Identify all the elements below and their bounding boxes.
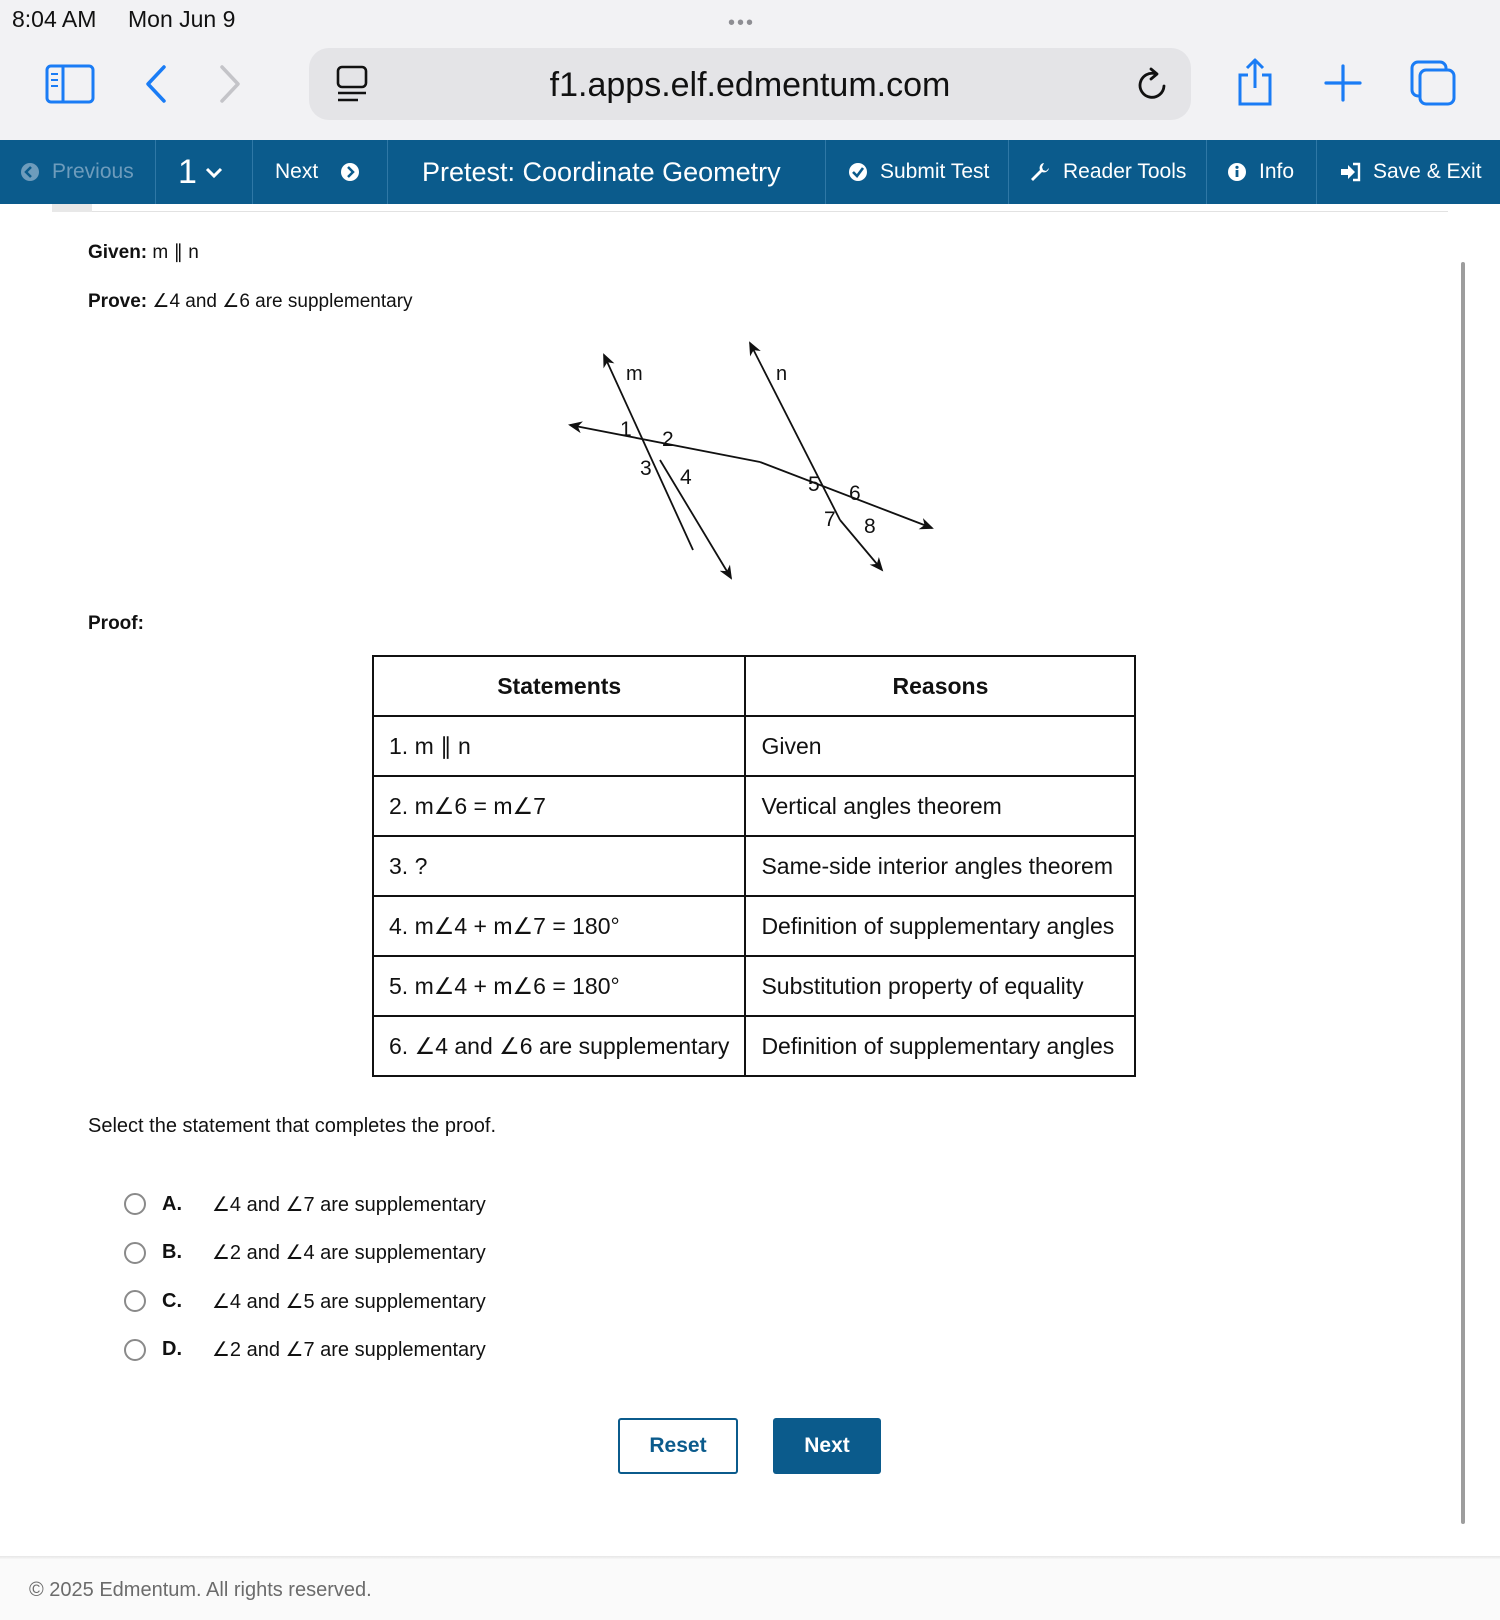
share-icon[interactable] <box>1234 56 1276 108</box>
prove-line <box>88 290 413 313</box>
statement-cell: 5. m∠4 + m∠6 = 180° <box>373 956 745 1016</box>
proof-line <box>88 613 144 635</box>
forward-icon[interactable] <box>212 62 248 106</box>
address-bar[interactable] <box>309 48 1191 120</box>
submit-test-label: Submit Test <box>880 160 990 183</box>
option-b[interactable] <box>124 1229 486 1278</box>
reader-tools-button[interactable] <box>1009 140 1207 204</box>
given-text: m ∥ n <box>152 242 199 263</box>
instruction-text: Select the statement that completes the proof. <box>88 1115 497 1137</box>
sidebar-icon[interactable] <box>44 62 96 106</box>
check-circle-icon <box>848 162 868 182</box>
url-text[interactable]: f1.apps.elf.edmentum.com <box>549 66 951 104</box>
parallel-lines-diagram <box>560 330 940 590</box>
option-letter: C. <box>162 1289 182 1312</box>
chevron-down-icon <box>205 165 223 179</box>
angle-label-7: 7 <box>824 508 836 531</box>
content-top-strip <box>52 204 1448 212</box>
line-m <box>604 355 693 550</box>
submit-test-button[interactable] <box>826 140 1009 204</box>
line-n-lower <box>840 520 882 570</box>
answer-options <box>124 1180 486 1374</box>
info-button[interactable] <box>1207 140 1317 204</box>
previous-label: Previous <box>52 160 134 183</box>
table-header-row <box>373 656 1135 716</box>
proof-label: Proof: <box>88 613 144 634</box>
status-time: 8:04 AM <box>12 6 97 32</box>
reasons-header: Reasons <box>745 656 1135 716</box>
radio-button[interactable] <box>124 1290 146 1312</box>
save-exit-button[interactable] <box>1317 140 1500 204</box>
copyright-text: © 2025 Edmentum. All rights reserved. <box>29 1579 372 1601</box>
option-letter: A. <box>162 1192 182 1215</box>
multitask-dots[interactable]: ••• <box>728 12 756 34</box>
new-tab-icon[interactable] <box>1322 62 1364 104</box>
option-c[interactable] <box>124 1277 486 1326</box>
reader-tools-label: Reader Tools <box>1063 160 1187 183</box>
question-number: 1 <box>178 152 197 191</box>
save-exit-label: Save & Exit <box>1373 160 1482 183</box>
previous-arrow-icon <box>20 162 40 182</box>
option-letter: D. <box>162 1338 182 1361</box>
radio-button[interactable] <box>124 1193 146 1215</box>
prove-label: Prove: <box>88 291 148 312</box>
given-line <box>88 241 199 264</box>
angle-label-1: 1 <box>620 418 632 441</box>
reason-cell: Definition of supplementary angles <box>745 896 1135 956</box>
transversal-right <box>760 462 932 528</box>
reason-cell: Same-side interior angles theorem <box>745 836 1135 896</box>
nav-next-button[interactable] <box>253 140 388 204</box>
test-title: Pretest: Coordinate Geometry <box>388 140 826 204</box>
option-text: ∠4 and ∠5 are supplementary <box>212 1290 486 1313</box>
option-text: ∠4 and ∠7 are supplementary <box>212 1193 486 1216</box>
statement-cell: 1. m ∥ n <box>373 716 745 776</box>
statement-cell: 3. ? <box>373 836 745 896</box>
option-a[interactable] <box>124 1180 486 1229</box>
info-label: Info <box>1259 160 1295 183</box>
statements-header: Statements <box>373 656 745 716</box>
option-text: ∠2 and ∠7 are supplementary <box>212 1339 486 1362</box>
line-m-lower <box>660 460 731 578</box>
radio-button[interactable] <box>124 1339 146 1361</box>
wrench-icon <box>1029 161 1051 183</box>
table-row <box>373 716 1135 776</box>
angle-label-4: 4 <box>680 466 692 489</box>
nav-next-label: Next <box>275 160 319 183</box>
statement-cell: 6. ∠4 and ∠6 are supplementary <box>373 1016 745 1076</box>
footer <box>0 1559 1500 1620</box>
info-icon <box>1227 162 1247 182</box>
line-n <box>750 343 840 520</box>
status-date: Mon Jun 9 <box>128 6 236 32</box>
content-scrollbar[interactable] <box>1461 262 1465 1524</box>
table-row <box>373 776 1135 836</box>
angle-label-5: 5 <box>808 473 820 496</box>
test-nav-bar <box>0 140 1500 204</box>
given-label: Given: <box>88 242 148 263</box>
back-icon[interactable] <box>138 62 174 106</box>
statement-cell: 4. m∠4 + m∠7 = 180° <box>373 896 745 956</box>
radio-button[interactable] <box>124 1242 146 1264</box>
reason-cell: Given <box>745 716 1135 776</box>
option-text: ∠2 and ∠4 are supplementary <box>212 1242 486 1265</box>
label-n: n <box>776 363 788 385</box>
angle-label-8: 8 <box>864 515 876 538</box>
angle-label-6: 6 <box>849 482 861 505</box>
table-row <box>373 1016 1135 1076</box>
reason-cell: Definition of supplementary angles <box>745 1016 1135 1076</box>
prove-text: ∠4 and ∠6 are supplementary <box>152 291 413 312</box>
table-row <box>373 956 1135 1016</box>
proof-table <box>372 655 1136 1077</box>
question-selector[interactable] <box>156 140 253 204</box>
next-arrow-icon <box>340 162 360 182</box>
table-row <box>373 836 1135 896</box>
option-letter: B. <box>162 1241 182 1264</box>
reason-cell: Vertical angles theorem <box>745 776 1135 836</box>
reload-icon[interactable] <box>1135 66 1171 102</box>
reason-cell: Substitution property of equality <box>745 956 1135 1016</box>
angle-label-3: 3 <box>640 457 652 480</box>
table-row <box>373 896 1135 956</box>
status-bar <box>0 0 1500 44</box>
sign-out-icon <box>1339 162 1361 182</box>
tabs-overview-icon[interactable] <box>1408 58 1458 108</box>
browser-toolbar <box>0 44 1500 140</box>
reset-button[interactable]: Reset <box>618 1418 738 1474</box>
option-d[interactable] <box>124 1326 486 1375</box>
previous-button[interactable] <box>0 140 156 204</box>
angle-label-2: 2 <box>662 428 674 451</box>
next-button[interactable]: Next <box>773 1418 881 1474</box>
label-m: m <box>626 363 643 385</box>
statement-cell: 2. m∠6 = m∠7 <box>373 776 745 836</box>
